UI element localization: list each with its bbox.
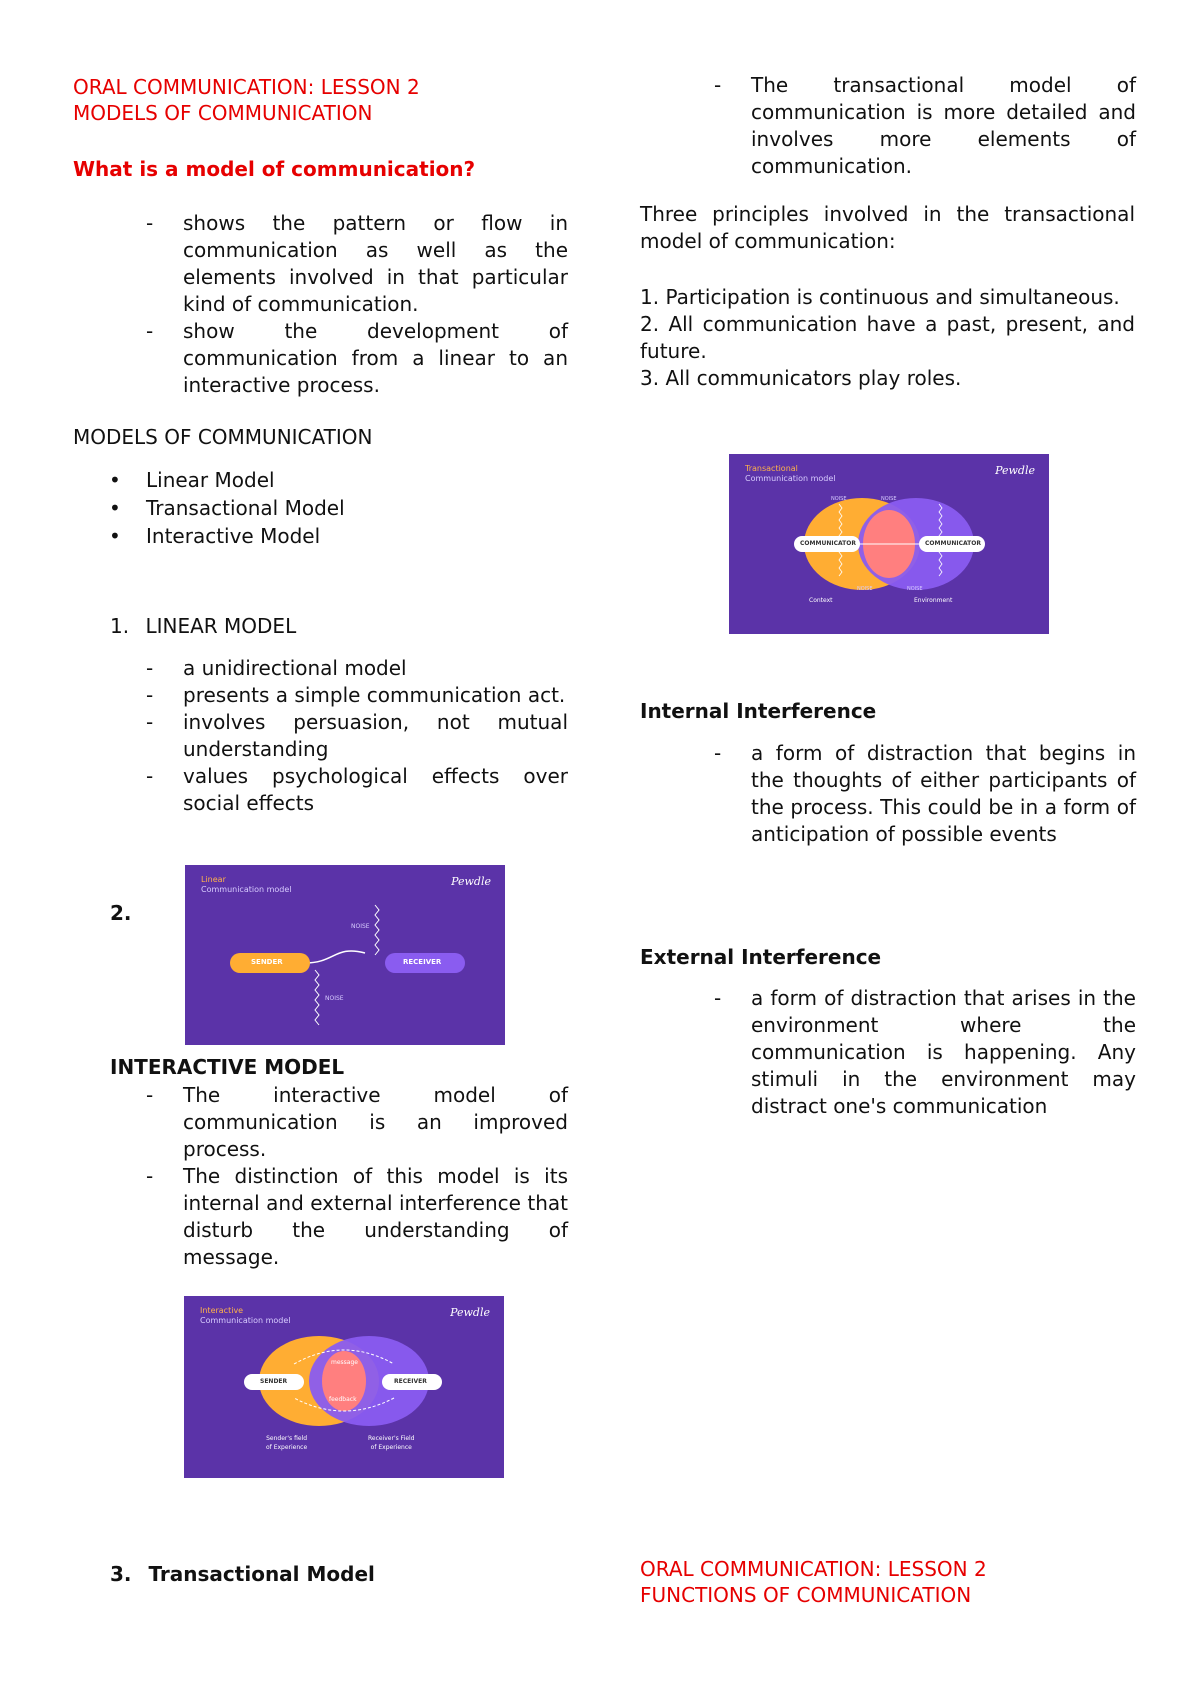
models-list	[73, 466, 568, 550]
receiver-field-label	[368, 1434, 415, 1452]
list-item: - show the development of communication from a linear to an interactive process.	[146, 318, 568, 399]
external-interference-points	[714, 985, 1136, 1120]
list-item: • Interactive Model	[73, 522, 568, 550]
section-number-2: 2.	[110, 901, 132, 925]
list-item: - The distinction of this model is its internal and external interference that disturb the understanding of message.	[146, 1163, 568, 1271]
figure-subtitle: Communication model	[201, 885, 292, 894]
footer-line1: ORAL COMMUNICATION: LESSON 2	[640, 1557, 987, 1581]
sender-field-label	[266, 1434, 307, 1452]
sender-label: SENDER	[251, 958, 283, 966]
section-number: 1.	[110, 614, 130, 638]
internal-interference-heading: Internal Interference	[640, 699, 877, 723]
list-item: - shows the pattern or flow in communication as well as the elements involved in that particular kind of communication.	[146, 210, 568, 318]
figure-logo: Pewdle	[995, 464, 1035, 477]
left-communicator-label: COMMUNICATOR	[800, 540, 856, 547]
principles-intro: Three principles involved in the transactional model of communication:	[640, 202, 1135, 253]
interactive-points	[146, 1082, 568, 1271]
interactive-model-figure	[184, 1296, 504, 1478]
linear-model-figure	[185, 865, 505, 1045]
list-item: • Linear Model	[73, 466, 568, 494]
figure-title: Interactive	[200, 1306, 244, 1315]
sender-field-line1: Sender's field	[266, 1435, 308, 1442]
receiver-label: RECEIVER	[394, 1378, 427, 1385]
figure-subtitle: Communication model	[200, 1316, 291, 1325]
list-item: - values psychological effects over social effects	[146, 763, 568, 817]
noise-label: NOISE	[831, 496, 847, 502]
transactional-model-figure	[729, 454, 1049, 634]
sender-field-line2: of Experience	[266, 1444, 308, 1451]
list-item: - presents a simple communication act.	[146, 682, 568, 709]
noise-label: NOISE	[857, 586, 873, 592]
linear-heading	[110, 613, 296, 639]
footer-header	[640, 1556, 987, 1608]
figure-logo: Pewdle	[451, 875, 491, 888]
footer-line2: FUNCTIONS OF COMMUNICATION	[640, 1583, 972, 1607]
list-item: - The transactional model of communication is more detailed and involves more elements of communication.	[714, 72, 1136, 180]
noise-label: NOISE	[907, 586, 923, 592]
list-item: 2. All communication have a past, present, and future.	[640, 312, 1135, 363]
right-communicator-label: COMMUNICATOR	[925, 540, 981, 547]
figure-title: Transactional	[745, 464, 798, 473]
list-item: - involves persuasion, not mutual understanding	[146, 709, 568, 763]
left-column	[73, 74, 568, 399]
noise-label-bottom: NOISE	[325, 995, 344, 1002]
question-heading: What is a model of communication?	[73, 157, 476, 181]
receiver-label: RECEIVER	[403, 958, 442, 966]
list-item: - a form of distraction that begins in the thoughts of either participants of the process. This could be in a form of anticipation of possible events	[714, 740, 1136, 848]
figure-subtitle: Communication model	[745, 474, 836, 483]
message-label: message	[331, 1359, 358, 1366]
transactional-heading	[110, 1561, 375, 1587]
list-item: - a unidirectional model	[146, 655, 568, 682]
section-number: 3.	[110, 1562, 132, 1586]
receiver-field-line2: of Experience	[370, 1444, 412, 1451]
section-title: Transactional Model	[148, 1562, 375, 1586]
figure-logo: Pewdle	[450, 1306, 490, 1319]
models-heading: MODELS OF COMMUNICATION	[73, 425, 373, 449]
list-item: - a form of distraction that arises in the environment where the communication is happening. Any stimuli in the environment may distract one's communication	[714, 985, 1136, 1120]
list-item: 3. All communicators play roles.	[640, 366, 962, 390]
internal-interference-points	[714, 740, 1136, 848]
transactional-points	[714, 72, 1136, 180]
figure-title: Linear	[201, 875, 226, 884]
lesson-header-line2: MODELS OF COMMUNICATION	[73, 101, 373, 125]
lesson-header-line1: ORAL COMMUNICATION: LESSON 2	[73, 75, 420, 99]
feedback-label: feedback	[329, 1396, 357, 1403]
sender-label: SENDER	[260, 1378, 288, 1385]
interactive-heading: INTERACTIVE MODEL	[110, 1055, 345, 1079]
list-item: • Transactional Model	[73, 494, 568, 522]
noise-label-top: NOISE	[351, 923, 370, 930]
right-context-label: Environment	[914, 597, 953, 604]
left-context-label: Context	[809, 597, 833, 604]
list-item: 1. Participation is continuous and simultaneous.	[640, 285, 1120, 309]
model-definition-list	[73, 210, 568, 399]
linear-points	[146, 655, 568, 817]
section-title: LINEAR MODEL	[145, 614, 297, 638]
external-interference-heading: External Interference	[640, 945, 882, 969]
noise-label: NOISE	[881, 496, 897, 502]
principles-list	[640, 284, 1135, 392]
list-item: - The interactive model of communication is an improved process.	[146, 1082, 568, 1163]
receiver-field-line1: Receiver's Field	[368, 1435, 415, 1442]
